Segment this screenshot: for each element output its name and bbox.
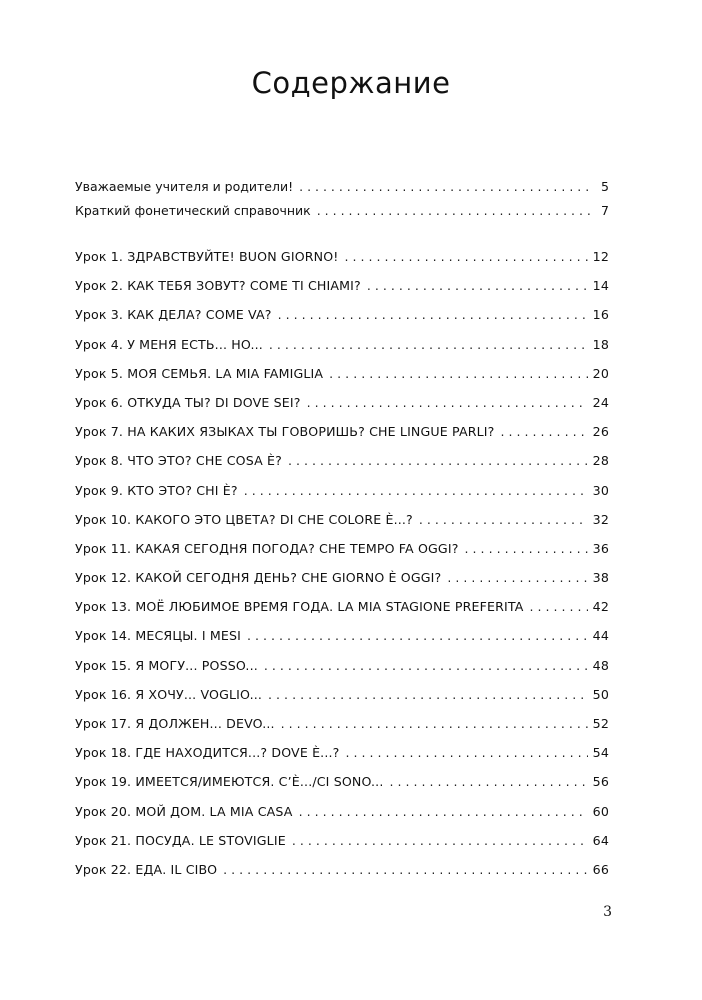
lesson-page-number: 50	[592, 686, 609, 702]
toc-lesson-entry[interactable]	[75, 512, 609, 541]
lesson-page-number: 16	[592, 307, 609, 323]
lesson-title: Урок 3. КАК ДЕЛА? COME VA?	[75, 307, 272, 323]
lesson-title: Урок 15. Я МОГУ... POSSO...	[75, 657, 258, 673]
toc-lessons-section	[75, 249, 609, 891]
lesson-title: Урок 4. У МЕНЯ ЕСТЬ... HO...	[75, 336, 263, 352]
toc-lesson-entry[interactable]	[75, 249, 609, 278]
lesson-title: Урок 14. МЕСЯЦЫ. I MESI	[75, 628, 241, 644]
toc-lesson-entry[interactable]	[75, 483, 609, 512]
leader-dots	[367, 278, 588, 293]
lesson-page-number: 30	[592, 482, 609, 498]
lesson-page-number: 18	[592, 336, 609, 352]
leader-dots	[292, 833, 588, 848]
lesson-page-number: 24	[592, 394, 609, 410]
leader-dots	[501, 424, 588, 439]
lesson-page-number: 26	[592, 424, 609, 440]
leader-dots	[268, 687, 588, 702]
leader-dots	[329, 366, 588, 381]
lesson-title: Урок 13. МОЁ ЛЮБИМОЕ ВРЕМЯ ГОДА. LA MIA STAGIONE PREFERITA	[75, 599, 524, 615]
toc-entry-page: 5	[601, 179, 609, 194]
leader-dots	[345, 249, 588, 264]
lesson-page-number: 44	[592, 628, 609, 644]
lesson-page-number: 32	[592, 511, 609, 527]
leader-dots	[299, 179, 594, 194]
toc-lesson-entry[interactable]	[75, 658, 609, 687]
toc-lesson-entry[interactable]	[75, 453, 609, 482]
leader-dots	[345, 745, 587, 760]
leader-dots	[317, 203, 594, 218]
toc-lesson-entry[interactable]	[75, 395, 609, 424]
lesson-page-number: 60	[592, 803, 609, 819]
lesson-title: Урок 5. МОЯ СЕМЬЯ. LA MIA FAMIGLIA	[75, 365, 324, 381]
leader-dots	[465, 541, 588, 556]
leader-dots	[419, 512, 588, 527]
leader-dots	[278, 307, 588, 322]
lesson-title: Урок 6. ОТКУДА ТЫ? DI DOVE SEI?	[75, 394, 301, 410]
toc-entry[interactable]	[75, 179, 609, 203]
toc-entry[interactable]	[75, 203, 609, 227]
toc-lesson-entry[interactable]	[75, 833, 609, 862]
leader-dots	[288, 453, 588, 468]
lesson-title: Урок 21. ПОСУДА. LE STOVIGLIE	[75, 832, 286, 848]
toc-lesson-entry[interactable]	[75, 862, 609, 891]
toc-lesson-entry[interactable]	[75, 716, 609, 745]
lesson-page-number: 36	[592, 540, 609, 556]
leader-dots	[247, 628, 588, 643]
toc-lesson-entry[interactable]	[75, 424, 609, 453]
lesson-title: Урок 1. ЗДРАВСТВУЙТЕ! BUON GIORNO!	[75, 249, 339, 264]
lesson-page-number: 66	[592, 861, 609, 877]
toc-lesson-entry[interactable]	[75, 599, 609, 628]
lesson-title: Урок 19. ИМЕЕТСЯ/ИМЕЮТСЯ. C’È.../CI SONO...	[75, 774, 384, 790]
lesson-title: Урок 22. ЕДА. IL CIBO	[75, 861, 218, 877]
toc-lesson-entry[interactable]	[75, 307, 609, 336]
toc-lesson-entry[interactable]	[75, 628, 609, 657]
toc-lesson-entry[interactable]	[75, 804, 609, 833]
toc-lesson-entry[interactable]	[75, 745, 609, 774]
lesson-title: Урок 2. КАК ТЕБЯ ЗОВУТ? COME TI CHIAMI?	[75, 278, 361, 294]
lesson-page-number: 42	[592, 599, 609, 615]
lesson-page-number: 20	[592, 365, 609, 381]
leader-dots	[389, 774, 587, 789]
lesson-page-number: 28	[592, 453, 609, 469]
lesson-page-number: 64	[592, 832, 609, 848]
toc-lesson-entry[interactable]	[75, 337, 609, 366]
toc-lesson-entry[interactable]	[75, 774, 609, 803]
lesson-title: Урок 12. КАКОЙ СЕГОДНЯ ДЕНЬ? CHE GIORNO È OGGI?	[75, 570, 442, 586]
lesson-title: Урок 7. НА КАКИХ ЯЗЫКАХ ТЫ ГОВОРИШЬ? CHE LINGUE PARLI?	[75, 424, 495, 440]
lesson-title: Урок 9. КТО ЭТО? CHI È?	[75, 482, 238, 498]
toc-entry-page: 7	[601, 203, 609, 218]
toc-entry-label: Краткий фонетический справочник	[75, 203, 311, 218]
leader-dots	[223, 862, 588, 877]
lesson-title: Урок 18. ГДЕ НАХОДИТСЯ...? DOVE È...?	[75, 745, 340, 761]
lesson-title: Урок 16. Я ХОЧУ... VOGLIO...	[75, 686, 263, 702]
toc-lesson-entry[interactable]	[75, 570, 609, 599]
leader-dots	[281, 716, 588, 731]
leader-dots	[264, 658, 588, 673]
toc-entry-label: Уважаемые учителя и родители!	[75, 179, 294, 194]
lesson-title: Урок 20. МОЙ ДОМ. LA MIA CASA	[75, 803, 293, 819]
leader-dots	[269, 337, 588, 352]
lesson-page-number: 54	[592, 745, 609, 761]
toc-lesson-entry[interactable]	[75, 687, 609, 716]
lesson-page-number: 38	[592, 570, 609, 586]
lesson-title: Урок 11. КАКАЯ СЕГОДНЯ ПОГОДА? CHE TEMPO FA OGGI?	[75, 540, 459, 556]
toc-intro-section	[75, 179, 609, 227]
leader-dots	[307, 395, 588, 410]
leader-dots	[299, 804, 588, 819]
toc-lesson-entry[interactable]	[75, 278, 609, 307]
page-number: 3	[603, 904, 612, 920]
toc-lesson-entry[interactable]	[75, 366, 609, 395]
leader-dots	[529, 599, 587, 614]
lesson-page-number: 52	[592, 716, 609, 731]
lesson-title: Урок 17. Я ДОЛЖЕН... DEVO...	[75, 716, 275, 731]
page-title: Содержание	[251, 66, 451, 100]
lesson-page-number: 56	[592, 774, 609, 790]
leader-dots	[447, 570, 587, 585]
lesson-page-number: 14	[592, 278, 609, 294]
lesson-title: Урок 8. ЧТО ЭТО? CHE COSA È?	[75, 453, 282, 469]
toc-lesson-entry[interactable]	[75, 541, 609, 570]
leader-dots	[244, 483, 588, 498]
lesson-title: Урок 10. КАКОГО ЭТО ЦВЕТА? DI CHE COLORE È...?	[75, 511, 413, 527]
lesson-page-number: 48	[592, 657, 609, 673]
lesson-page-number: 12	[592, 249, 609, 264]
